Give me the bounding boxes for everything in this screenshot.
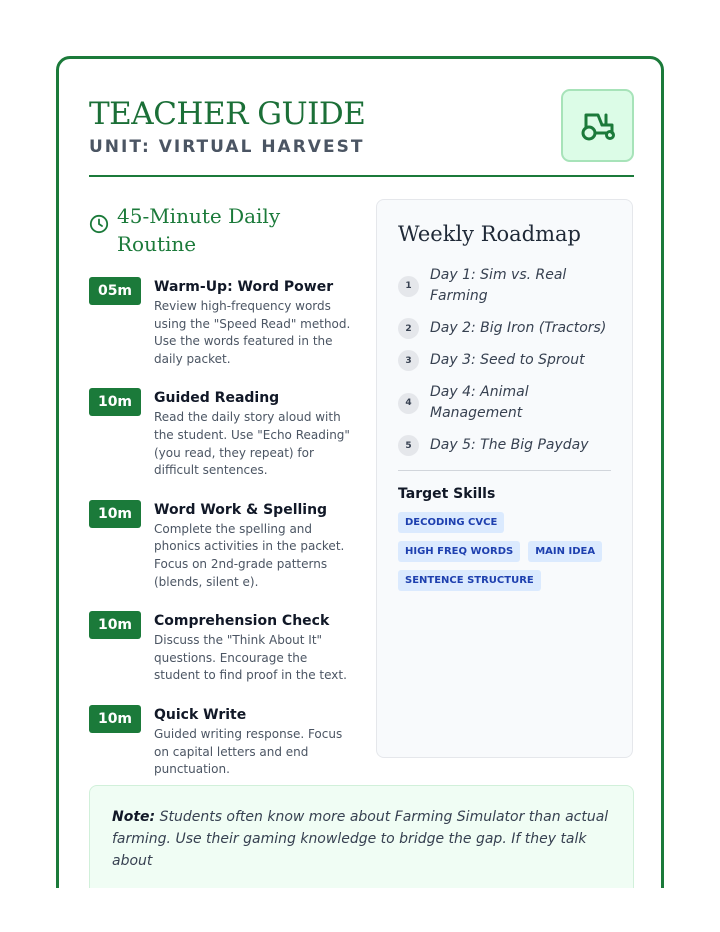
step-duration-badge: 10m <box>89 388 141 416</box>
skill-tag: HIGH FREQ WORDS <box>398 541 520 562</box>
weekly-roadmap-panel <box>376 199 633 758</box>
roadmap-day <box>398 318 613 339</box>
header-divider <box>89 175 634 177</box>
step-description: Discuss the "Think About It" questions. Encourage the student to find proof in the text. <box>154 633 347 683</box>
step-title: Comprehension Check <box>154 613 330 630</box>
step-duration-badge: 10m <box>89 500 141 528</box>
routine-step <box>89 705 354 779</box>
note-text: Students often know more about Farming Simulator than actual farming. Use their gaming knowledge to bridge the gap. If they talk about <box>112 809 609 869</box>
routine-step <box>89 611 354 685</box>
note-label: Note: <box>112 809 156 825</box>
day-number-badge: 4 <box>398 393 419 414</box>
step-description: Complete the spelling and phonics activities in the packet. Focus on 2nd-grade patterns (blends, silent e). <box>154 521 345 589</box>
tractor-icon <box>578 109 618 143</box>
routine-step <box>89 500 354 591</box>
roadmap-day <box>398 265 613 307</box>
step-title: Quick Write <box>154 706 247 723</box>
step-duration-badge: 10m <box>89 705 141 733</box>
skill-tag: MAIN IDEA <box>528 541 602 562</box>
clock-icon <box>89 214 109 234</box>
day-number-badge: 5 <box>398 435 419 456</box>
day-label: Day 5: The Big Payday <box>430 437 589 453</box>
day-label: Day 4: Animal Management <box>430 384 529 421</box>
header <box>89 95 634 179</box>
roadmap-title: Weekly Roadmap <box>398 222 582 246</box>
day-label: Day 1: Sim vs. Real Farming <box>430 267 567 304</box>
day-number-badge: 3 <box>398 350 419 371</box>
skill-tag: SENTENCE STRUCTURE <box>398 570 541 591</box>
page-title: TEACHER GUIDE <box>89 96 366 132</box>
logo-badge <box>561 89 634 162</box>
day-label: Day 3: Seed to Sprout <box>430 352 585 368</box>
routine-header <box>89 202 329 258</box>
day-label: Day 2: Big Iron (Tractors) <box>430 320 607 336</box>
day-number-badge: 2 <box>398 318 419 339</box>
roadmap-day <box>398 382 613 424</box>
roadmap-day <box>398 435 613 456</box>
target-skills-title: Target Skills <box>398 486 496 502</box>
step-description: Review high-frequency words using the "Speed Read" method. Use the words featured in the daily packet. <box>154 299 351 366</box>
step-title: Word Work & Spelling <box>154 501 328 518</box>
step-description: Guided writing response. Focus on capital letters and end punctuation. <box>154 726 343 777</box>
page-subtitle: UNIT: VIRTUAL HARVEST <box>89 137 365 157</box>
step-duration-badge: 05m <box>89 277 141 305</box>
roadmap-days <box>398 265 613 467</box>
target-skills-list <box>398 512 613 599</box>
step-title: Guided Reading <box>154 390 280 407</box>
routine-steps <box>89 277 354 799</box>
step-description: Read the daily story aloud with the student. Use "Echo Reading" (you read, they repeat) for difficult sentences. <box>154 410 350 478</box>
step-duration-badge: 10m <box>89 611 141 639</box>
routine-step <box>89 277 354 368</box>
routine-step <box>89 388 354 479</box>
step-title: Warm-Up: Word Power <box>154 279 334 295</box>
skill-tag: DECODING CVCE <box>398 512 504 533</box>
teacher-guide-card <box>56 56 664 932</box>
day-number-badge: 1 <box>398 276 419 297</box>
roadmap-divider <box>398 470 611 471</box>
page-cutoff <box>0 888 720 932</box>
routine-title: 45-Minute Daily Routine <box>117 204 281 256</box>
roadmap-day <box>398 350 613 371</box>
